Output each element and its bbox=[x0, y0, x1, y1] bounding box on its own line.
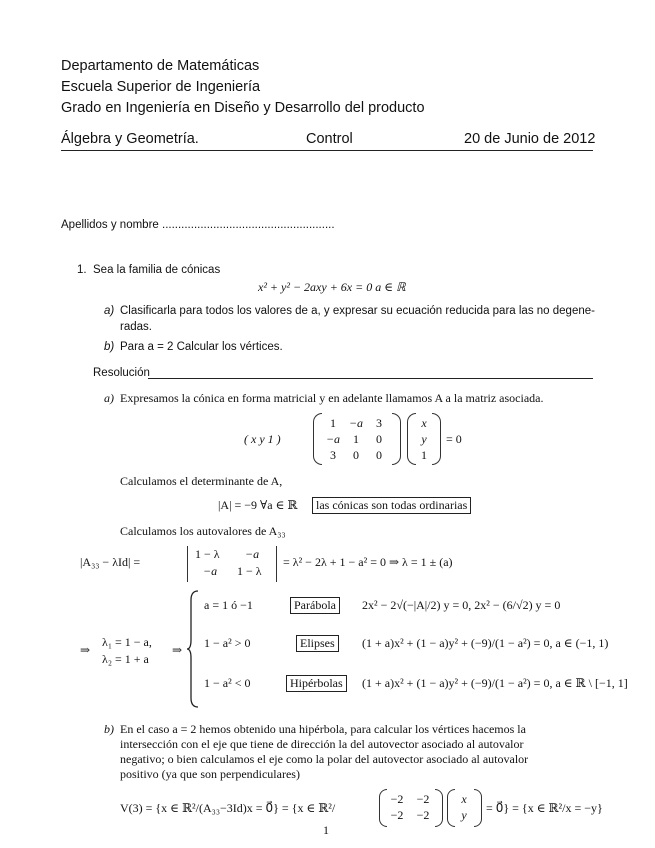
vector-cell: x bbox=[421, 416, 427, 430]
matrix-cell: 3 bbox=[376, 416, 382, 430]
part-b-text: Para a = 2 Calcular los vértices. bbox=[120, 341, 283, 353]
matrix-cell: 1 bbox=[330, 416, 336, 430]
res-a-intro: Expresamos la cónica en forma matricial y en adelante llamamos A a la matriz asociada. bbox=[120, 391, 544, 405]
part-a-label: a) bbox=[104, 305, 115, 317]
res-b-label: b) bbox=[104, 722, 114, 736]
part-a-text-cont: radas. bbox=[120, 321, 152, 333]
matrix-cell: −a bbox=[348, 416, 364, 430]
v3-matrix-right-paren bbox=[435, 789, 443, 827]
case-type-box: Hipérbolas bbox=[286, 675, 347, 692]
matrix-cell: 0 bbox=[353, 448, 359, 462]
conic-equation: x² + y² − 2axy + 6x = 0 a ∈ ℝ bbox=[258, 280, 406, 294]
v3-vector-cell: x bbox=[461, 792, 467, 806]
header-rule bbox=[61, 150, 593, 151]
school-line: Escuela Superior de Ingeniería bbox=[61, 79, 261, 95]
eig-intro: Calculamos los autovalores de A₃₃ bbox=[120, 524, 286, 538]
v3-vector-left-paren bbox=[447, 789, 455, 827]
lambda-1: λ₁ = 1 − a, bbox=[102, 635, 152, 649]
part-a-text: Clasificarla para todos los valores de a, y expresar su ecuación reducida para las no degene- bbox=[120, 305, 595, 317]
matrix-right-paren bbox=[392, 413, 401, 465]
case-equation: (1 + a)x² + (1 − a)y² + (−9)/(1 − a²) = 0, a ∈ ℝ \ [−1, 1] bbox=[362, 676, 628, 690]
res-a-label: a) bbox=[104, 391, 114, 405]
char-rhs: = λ² − 2λ + 1 − a² = 0 ⇒ λ = 1 ± (a) bbox=[283, 555, 453, 569]
department-line: Departamento de Matemáticas bbox=[61, 58, 260, 74]
det-equation: |A| = −9 ∀a ∈ ℝ bbox=[218, 498, 298, 512]
case-equation: (1 + a)x² + (1 − a)y² + (−9)/(1 − a²) = 0, a ∈ (−1, 1) bbox=[362, 636, 609, 650]
matrix-cell: 0 bbox=[376, 432, 382, 446]
det-bar-left bbox=[187, 546, 188, 582]
resolution-title: Resolución bbox=[93, 367, 150, 379]
res-b-text-line: negativo; o bien calculamos el eje como la polar del autovector asociado al autovalor bbox=[120, 752, 529, 766]
exam-date: 20 de Junio de 2012 bbox=[464, 131, 596, 147]
exam-type: Control bbox=[306, 131, 353, 147]
part-b-label: b) bbox=[104, 341, 115, 353]
resolution-rule bbox=[148, 378, 593, 379]
name-line: Apellidos y nombre ...................................................... bbox=[61, 219, 335, 231]
matrix-cell: 3 bbox=[330, 448, 336, 462]
lambda-2: λ₂ = 1 + a bbox=[102, 652, 149, 666]
matrix-cell: 1 bbox=[353, 432, 359, 446]
char-cell: −a bbox=[203, 564, 218, 578]
v3-rhs: = 0⃗} = {x ∈ ℝ²/x = −y} bbox=[486, 801, 603, 815]
equals-zero: = 0 bbox=[446, 432, 462, 446]
matrix-cell: −a bbox=[325, 432, 341, 446]
vector-cell: y bbox=[421, 432, 427, 446]
v3-lhs: V(3) = {x ∈ ℝ²/(A₃₃−3Id)x = 0⃗} = {x ∈ ℝ²/ bbox=[120, 801, 336, 815]
v3-matrix-cell: −2 bbox=[390, 808, 404, 822]
subject-title: Álgebra y Geometría. bbox=[61, 131, 199, 147]
vector-cell: 1 bbox=[421, 448, 427, 462]
v3-matrix-cell: −2 bbox=[416, 808, 430, 822]
v3-matrix-cell: −2 bbox=[416, 792, 430, 806]
char-cell: −a bbox=[245, 547, 260, 561]
implies-arrow: ⇒ bbox=[80, 643, 91, 657]
case-condition: 1 − a² > 0 bbox=[204, 636, 251, 650]
char-cell: 1 − λ bbox=[195, 547, 220, 561]
case-type-box: Parábola bbox=[290, 597, 340, 614]
problem-number: 1. bbox=[77, 264, 87, 276]
res-b-text-line: positivo (ya que son perpendiculares) bbox=[120, 767, 300, 781]
case-condition: 1 − a² < 0 bbox=[204, 676, 251, 690]
degree-line: Grado en Ingeniería en Diseño y Desarrollo del producto bbox=[61, 100, 425, 116]
case-condition: a = 1 ó −1 bbox=[204, 598, 253, 612]
char-lhs: |A₃₃ − λId| = bbox=[80, 555, 141, 569]
det-intro: Calculamos el determinante de A, bbox=[120, 474, 283, 488]
matrix-left-paren bbox=[313, 413, 322, 465]
v3-vector-cell: y bbox=[461, 808, 467, 822]
page-number: 1 bbox=[323, 823, 329, 837]
res-b-text-line: intersección con el eje que tiene de dirección la del autovector asociado al autovalor bbox=[120, 737, 524, 751]
det-conclusion-box: las cónicas son todas ordinarias bbox=[312, 497, 471, 514]
case-type-box: Elipses bbox=[296, 635, 339, 652]
v3-vector-right-paren bbox=[474, 789, 482, 827]
case-equation: 2x² − 2√(−|A|/2) y = 0, 2x² − (6/√2) y = 0 bbox=[362, 598, 561, 612]
cases-brace bbox=[186, 590, 200, 708]
vector-right-paren bbox=[432, 413, 441, 465]
v3-matrix-cell: −2 bbox=[390, 792, 404, 806]
res-b-text-line: En el caso a = 2 hemos obtenido una hipérbola, para calcular los vértices hacemos la bbox=[120, 722, 526, 736]
v3-matrix-left-paren bbox=[379, 789, 387, 827]
problem-statement: Sea la familia de cónicas bbox=[93, 264, 221, 276]
implies-arrow-2: ⇒ bbox=[172, 643, 183, 657]
det-bar-right bbox=[276, 546, 277, 582]
row-vector: ( x y 1 ) bbox=[244, 432, 281, 446]
char-cell: 1 − λ bbox=[237, 564, 262, 578]
matrix-cell: 0 bbox=[376, 448, 382, 462]
